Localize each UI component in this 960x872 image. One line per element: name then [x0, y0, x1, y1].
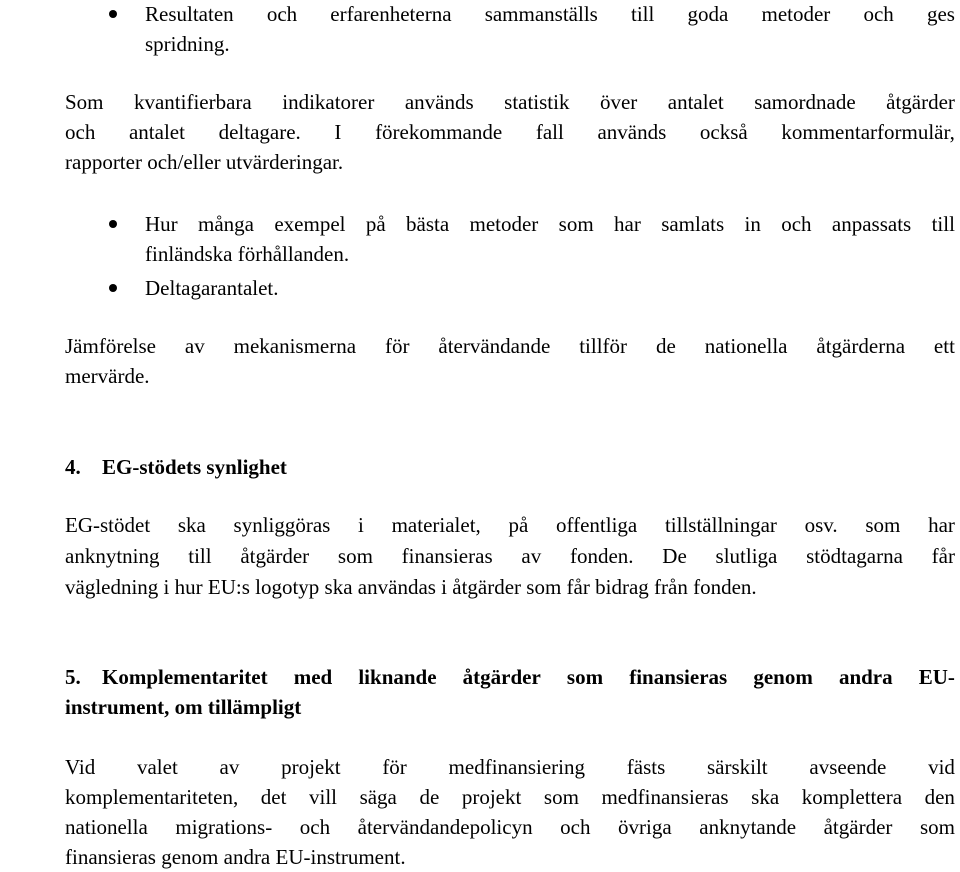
word: för	[382, 755, 407, 779]
word: till	[931, 212, 955, 236]
paragraph-line	[65, 510, 955, 540]
word: förekommande	[375, 120, 503, 144]
word: särskilt	[706, 755, 768, 779]
word: komplementariteten,	[65, 785, 239, 809]
word: fall	[535, 120, 564, 144]
word: migrations-	[175, 815, 273, 839]
paragraph-line	[65, 87, 955, 117]
word: används	[597, 120, 667, 144]
word: EU-	[918, 665, 955, 689]
word: åtgärderna	[816, 334, 906, 358]
word: samlats	[661, 212, 725, 236]
word: andra	[838, 665, 893, 689]
word: erfarenheterna	[330, 2, 452, 26]
word: metoder	[469, 212, 539, 236]
word: anpassats	[831, 212, 912, 236]
word: nationella	[65, 815, 148, 839]
word: ska	[177, 513, 206, 537]
word: och	[299, 815, 331, 839]
word: osv.	[804, 513, 838, 537]
word: som	[543, 785, 579, 809]
word: fonden.	[569, 544, 634, 568]
word: tillställningar	[664, 513, 777, 537]
word: in	[744, 212, 761, 236]
word: sammanställs	[484, 2, 598, 26]
word: samordnade	[754, 90, 856, 114]
word: bästa	[406, 212, 450, 236]
word: Som	[65, 90, 104, 114]
word: deltagare.	[218, 120, 301, 144]
word: vid	[928, 755, 955, 779]
word: indikatorer	[282, 90, 375, 114]
word: för	[384, 334, 410, 358]
word: också	[699, 120, 748, 144]
word: I	[334, 120, 342, 144]
word: anknytning	[65, 544, 160, 568]
word: goda	[687, 2, 729, 26]
word: tillför	[579, 334, 628, 358]
word: och	[863, 2, 894, 26]
word: materialet,	[391, 513, 481, 537]
word: som	[337, 544, 373, 568]
word: på	[508, 513, 529, 537]
word: som	[865, 513, 901, 537]
word: finansieras	[629, 665, 728, 689]
word: används	[404, 90, 474, 114]
word: Hur	[145, 212, 178, 236]
word: statistik	[504, 90, 570, 114]
word: medfinansiering	[448, 755, 586, 779]
word: exempel	[274, 212, 346, 236]
bullet-icon	[109, 284, 117, 292]
section-number: 4.	[65, 455, 81, 479]
section-title: instrument, om tillämpligt	[65, 695, 302, 719]
word: i	[358, 513, 364, 537]
word: Vid	[65, 755, 96, 779]
section-title: EG-stödets synlighet	[102, 455, 287, 479]
word: som	[558, 212, 594, 236]
word: Resultaten	[145, 2, 234, 26]
paragraph-line: vägledning i hur EU:s logotyp ska användas i åtgärder som får bidrag från fonden.	[65, 575, 757, 599]
word: ett	[933, 334, 955, 358]
word: medfinansieras	[601, 785, 729, 809]
bullet-line: spridning.	[145, 32, 230, 56]
bullet-line: finländska förhållanden.	[145, 242, 350, 266]
word: de	[419, 785, 440, 809]
word: synliggöras	[233, 513, 331, 537]
paragraph-line: finansieras genom andra EU-instrument.	[65, 845, 406, 869]
word: avseende	[809, 755, 887, 779]
word: liknande	[358, 665, 437, 689]
word: kommentarformulär,	[781, 120, 955, 144]
paragraph-line: rapporter och/eller utvärderingar.	[65, 150, 344, 174]
word: De	[662, 544, 687, 568]
bullet-icon	[109, 220, 117, 228]
word: fästs	[626, 755, 666, 779]
word: säga	[359, 785, 397, 809]
word: Komplementaritet	[102, 665, 268, 689]
word: av	[219, 755, 240, 779]
word: åtgärder	[886, 90, 955, 114]
bullet-line	[145, 0, 955, 29]
paragraph-line: mervärde.	[65, 364, 150, 388]
paragraph-line	[65, 812, 955, 842]
word: av	[184, 334, 205, 358]
word: med	[293, 665, 333, 689]
word: på	[365, 212, 386, 236]
word: vill	[308, 785, 337, 809]
word: har	[928, 513, 955, 537]
word: och	[560, 815, 591, 839]
word: stödtagarna	[806, 544, 903, 568]
paragraph-line	[65, 782, 955, 812]
word: av	[521, 544, 542, 568]
word: och	[781, 212, 812, 236]
word: antalet	[128, 120, 185, 144]
word: anknytande	[699, 815, 797, 839]
paragraph-line	[65, 752, 955, 782]
word: över	[599, 90, 638, 114]
paragraph-line	[65, 331, 955, 361]
word: finansieras	[401, 544, 493, 568]
word: återvändande	[438, 334, 551, 358]
word: det	[260, 785, 287, 809]
paragraph-line	[65, 541, 955, 571]
word: mekanismerna	[233, 334, 357, 358]
word: EG-stödet	[65, 513, 151, 537]
section-title	[102, 662, 955, 692]
word: slutliga	[715, 544, 778, 568]
word: till	[188, 544, 212, 568]
word: Jämförelse	[65, 334, 156, 358]
word: och	[65, 120, 96, 144]
word: antalet	[667, 90, 724, 114]
word: till	[631, 2, 655, 26]
word: återvändandepolicyn	[357, 815, 533, 839]
word: ska	[751, 785, 780, 809]
word: valet	[136, 755, 178, 779]
word: åtgärder	[462, 665, 541, 689]
word: åtgärder	[240, 544, 310, 568]
word: projekt	[461, 785, 522, 809]
word: ges	[926, 2, 955, 26]
word: kvantifierbara	[133, 90, 252, 114]
word: den	[924, 785, 955, 809]
word: projekt	[281, 755, 341, 779]
word: metoder	[761, 2, 831, 26]
word: många	[198, 212, 254, 236]
word: genom	[753, 665, 813, 689]
paragraph-line	[65, 117, 955, 147]
word: som	[566, 665, 604, 689]
word: och	[266, 2, 298, 26]
word: de	[655, 334, 676, 358]
word: övriga	[618, 815, 672, 839]
word: åtgärder	[823, 815, 893, 839]
bullet-line	[145, 209, 955, 239]
word: har	[614, 212, 641, 236]
word: komplettera	[801, 785, 903, 809]
word: offentliga	[555, 513, 638, 537]
section-number: 5.	[65, 665, 81, 689]
bullet-icon	[109, 10, 117, 18]
bullet-line: Deltagarantalet.	[145, 276, 279, 300]
word: som	[919, 815, 955, 839]
word: får	[931, 544, 955, 568]
word: nationella	[704, 334, 788, 358]
